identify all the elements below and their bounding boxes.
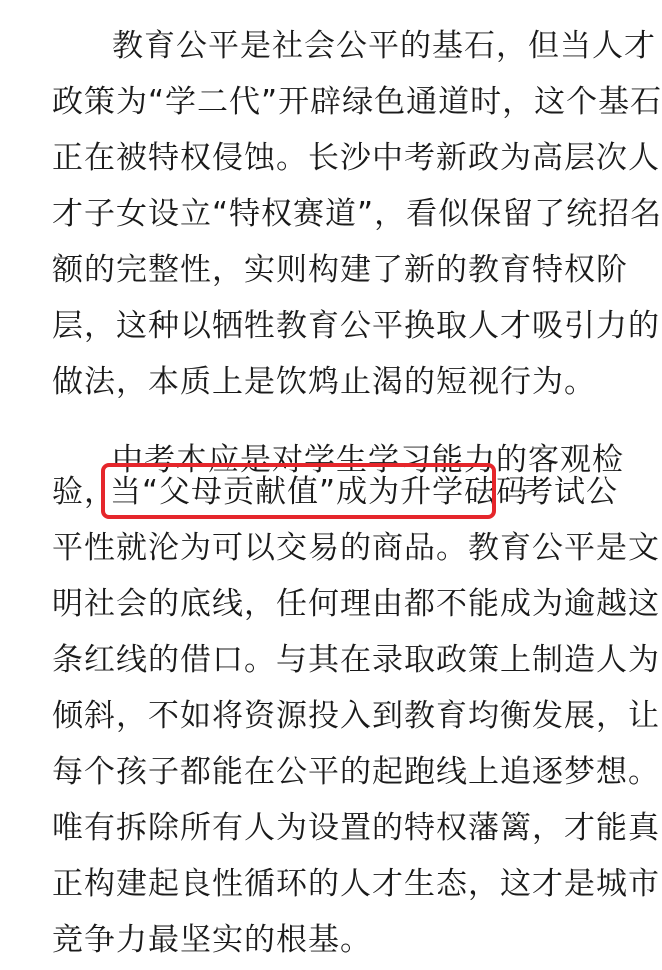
- paragraph-1-line-4: 才子女设立“特权赛道”，看似保留了统招名: [52, 196, 662, 232]
- paragraph-1-line-3: 正在被特权侵蚀。长沙中考新政为高层次人: [52, 140, 660, 176]
- paragraph-1-line-6: 层，这种以牺牲教育公平换取人才吸引力的: [52, 308, 660, 344]
- paragraph-2-line-6: 倾斜，不如将资源投入到教育均衡发展，让: [52, 698, 660, 734]
- paragraph-2-line-1: 中考本应是对学生学习能力的客观检: [112, 442, 624, 478]
- highlighted-phrase: 当“父母贡献值”成为升学砝码: [110, 474, 529, 510]
- paragraph-2-line-3: 平性就沦为可以交易的商品。教育公平是文: [52, 530, 660, 566]
- paragraph-1-line-2: 政策为“学二代”开辟绿色通道时，这个基石: [52, 84, 662, 120]
- paragraph-2-line-5: 条红线的借口。与其在录取政策上制造人为: [52, 642, 660, 678]
- paragraph-2-line-4: 明社会的底线，任何理由都不能成为逾越这: [52, 586, 660, 622]
- paragraph-2-line-9: 正构建起良性循环的人才生态，这才是城市: [52, 866, 660, 902]
- paragraph-1-line-5: 额的完整性，实则构建了新的教育特权阶: [52, 252, 628, 288]
- paragraph-2-line-7: 每个孩子都能在公平的起跑线上追逐梦想。: [52, 754, 660, 790]
- red-highlight-box: [101, 463, 496, 519]
- paragraph-2-line-8: 唯有拆除所有人为设置的特权藩篱，才能真: [52, 810, 660, 846]
- paragraph-2-line-2-start: 验，: [52, 474, 116, 510]
- paragraph-1-line-1: 教育公平是社会公平的基石，但当人才: [112, 28, 656, 64]
- paragraph-1-line-7: 做法，本质上是饮鸩止渴的短视行为。: [52, 364, 596, 400]
- paragraph-2-line-2-end: 考试公: [522, 474, 618, 510]
- paragraph-2-line-10: 竞争力最坚实的根基。: [52, 922, 372, 958]
